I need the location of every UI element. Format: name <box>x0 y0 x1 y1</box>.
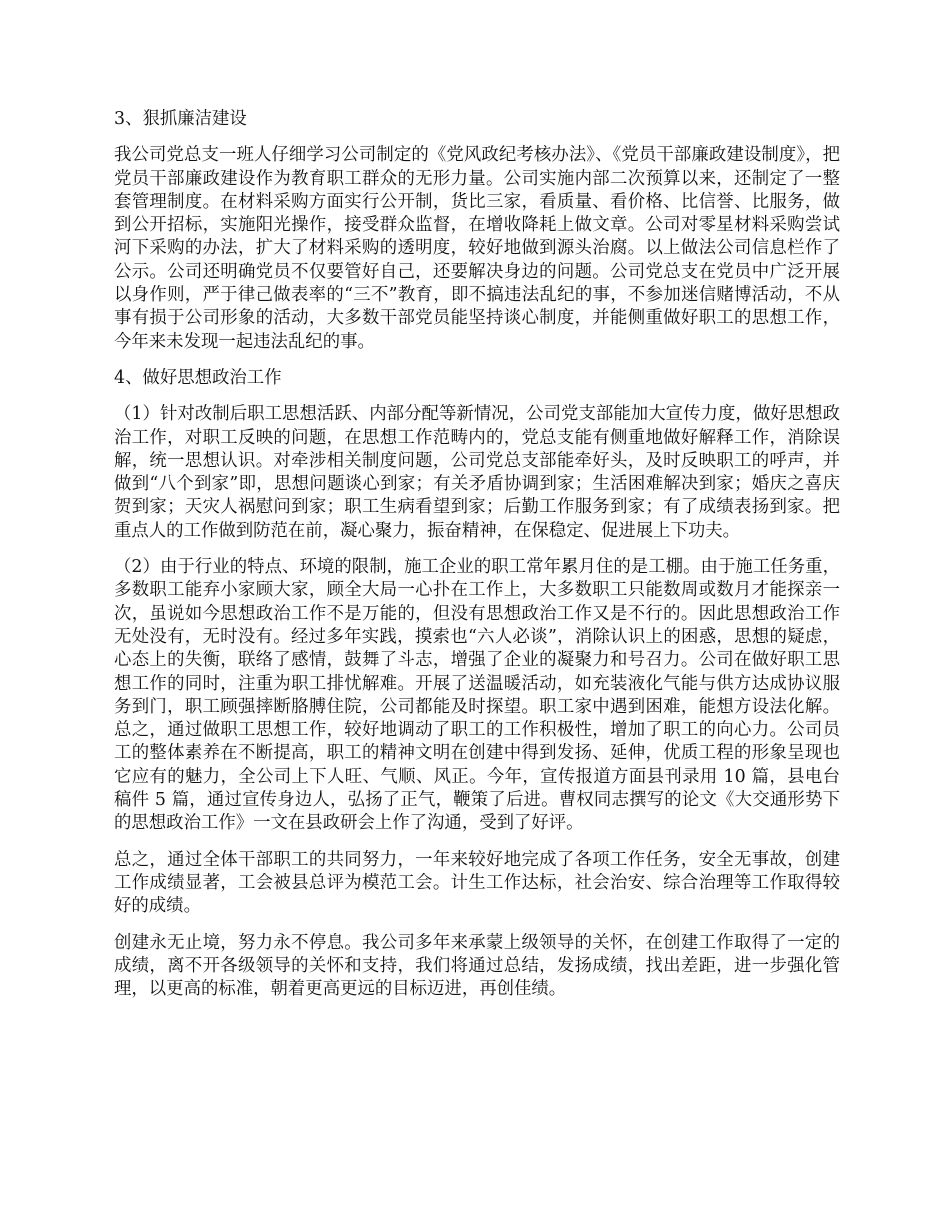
paragraph-political-work-2: （2）由于行业的特点、环境的限制，施工企业的职工常年累月住的是工棚。由于施工任务重，多数职工能弃小家顾大家，顾全大局一心扑在工作上，大多数职工只能数周或数月才能探亲一次，虽说如今思想政治工作不是万能的，但没有思想政治工作又是不行的。因此思想政治工作无处没有，无时没有。经过多年实践，摸索也“六人必谈”，消除认识上的困惑，思想的疑虑，心态上的失衡，联络了感情，鼓舞了斗志，增强了企业的凝聚力和号召力。公司在做好职工思想工作的同时，注重为职工排忧解难。开展了送温暖活动，如充装液化气能与供方达成协议服务到门，职工顾强摔断胳膊住院，公司都能及时探望。职工家中遇到困难，能想方设法化解。总之，通过做职工思想工作，较好地调动了职工的工作积极性，增加了职工的向心力。公司员工的整体素养在不断提高，职工的精神文明在创建中得到发扬、延伸，优质工程的形象呈现也它应有的魅力，全公司上下人旺、气顺、风正。今年，宣传报道方面县刊录用 10 篇，县电台稿件 5 篇，通过宣传身边人，弘扬了正气，鞭策了后进。曹权同志撰写的论文《大交通形势下的思想政治工作》一文在县政研会上作了沟通，受到了好评。 <box>114 557 840 834</box>
section-heading-integrity: 3、狠抓廉洁建设 <box>114 109 247 129</box>
paragraph-integrity: 我公司党总支一班人仔细学习公司制定的《党风政纪考核办法》、《党员干部廉政建设制度》，把党员干部廉政建设作为教育职工群众的无形力量。公司实施内部二次预算以来，还制定了一整套管理制度。在材料采购方面实行公开制，货比三家，看质量、看价格、比信誉、比服务，做到公开招标，实施阳光操作，接受群众监督，在增收降耗上做文章。公司对零星材料采购尝试河下采购的办法，扩大了材料采购的透明度，较好地做到源头治腐。以上做法公司信息栏作了公示。公司还明确党员不仅要管好自己，还要解决身边的问题。公司党总支在党员中广泛开展以身作则，严于律己做表率的“三不”教育，即不搞违法乱纪的事，不参加迷信赌博活动，不从事有损于公司形象的活动，大多数干部党员能坚持谈心制度，并能侧重做好职工的思想工作，今年来未发现一起违法乱纪的事。 <box>114 145 840 352</box>
paragraph-political-work-1: （1）针对改制后职工思想活跃、内部分配等新情况，公司党支部能加大宣传力度，做好思想政治工作，对职工反映的问题，在思想工作范畴内的，党总支能有侧重地做好解释工作，消除误解，统一思想认识。对牵涉相关制度问题，公司党总支部能牵好头，及时反映职工的呼声，并做到“八个到家”即，思想问题谈心到家；有关矛盾协调到家；生活困难解决到家；婚庆之喜庆贺到家；天灾人祸慰问到家；职工生病看望到家；后勤工作服务到家；有了成绩表扬到家。把重点人的工作做到防范在前，凝心聚力，振奋精神，在保稳定、促进展上下功夫。 <box>114 404 840 541</box>
paragraph-summary: 总之，通过全体干部职工的共同努力，一年来较好地完成了各项工作任务，安全无事故，创建工作成绩显著，工会被县总评为模范工会。计生工作达标，社会治安、综合治理等工作取得较好的成绩。 <box>114 849 840 917</box>
document-page <box>114 108 840 1014</box>
paragraph-closing: 创建永无止境，努力永不停息。我公司多年来承蒙上级领导的关怀，在创建工作取得了一定的成绩，离不开各级领导的关怀和支持，我们将通过总结，发扬成绩，找出差距，进一步强化管理，以更高的标准，朝着更高更远的目标迈进，再创佳绩。 <box>114 932 840 1000</box>
section-heading-political-work: 4、做好思想政治工作 <box>114 367 282 388</box>
